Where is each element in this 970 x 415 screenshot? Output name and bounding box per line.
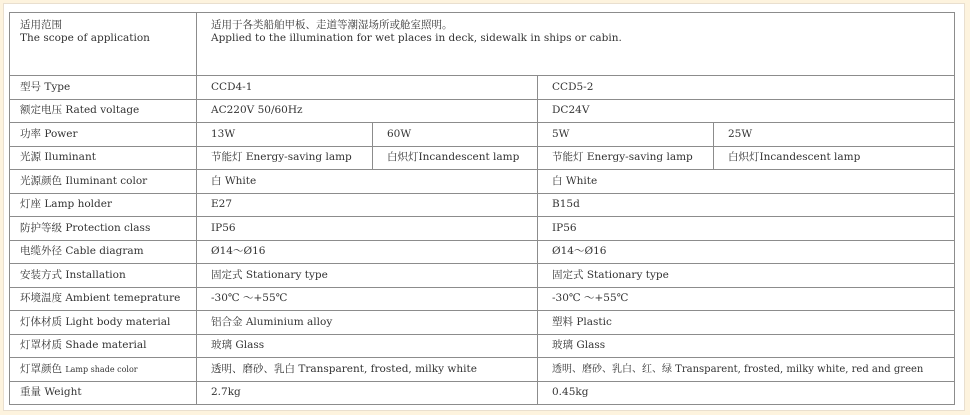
cell-ccd5: 白 White [538, 170, 955, 194]
table-row [10, 170, 955, 194]
cell-ccd5-energy: 5W [538, 123, 714, 147]
row-label [10, 358, 197, 382]
table-row [10, 334, 955, 358]
table-row [10, 99, 955, 123]
table-row [10, 240, 955, 264]
table-row [10, 311, 955, 335]
cell-ccd5: CCD5-2 [538, 76, 955, 100]
cell-ccd4: 玻璃 Glass [197, 334, 538, 358]
row-label: 重量 Weight [10, 381, 197, 405]
row-label: 光源颜色 Iluminant color [10, 170, 197, 194]
cell-ccd5-energy: 节能灯 Energy-saving lamp [538, 146, 714, 170]
cell-ccd4-energy: 13W [197, 123, 373, 147]
scope-label [10, 13, 197, 76]
cell-ccd4-energy: 节能灯 Energy-saving lamp [197, 146, 373, 170]
row-label: 额定电压 Rated voltage [10, 99, 197, 123]
cell-ccd4: -30℃ ～+55℃ [197, 287, 538, 311]
cell-ccd5: 塑料 Plastic [538, 311, 955, 335]
cell-ccd4: IP56 [197, 217, 538, 241]
table-row [10, 264, 955, 288]
cell-ccd5: 玻璃 Glass [538, 334, 955, 358]
scope-label-en: The scope of application [20, 32, 150, 44]
table-row [10, 146, 955, 170]
row-label: 电缆外径 Cable diagram [10, 240, 197, 264]
table-row [10, 123, 955, 147]
spec-table [9, 12, 955, 405]
cell-ccd5: 固定式 Stationary type [538, 264, 955, 288]
cell-ccd5: DC24V [538, 99, 955, 123]
cell-ccd4-incandescent: 60W [373, 123, 538, 147]
table-row [10, 76, 955, 100]
cell-ccd5: IP56 [538, 217, 955, 241]
row-label: 防护等级 Protection class [10, 217, 197, 241]
scope-label-cn: 适用范围 [20, 19, 62, 31]
cell-ccd5: 0.45kg [538, 381, 955, 405]
row-label: 光源 Iluminant [10, 146, 197, 170]
scope-text-en: Applied to the illumination for wet places in deck, sidewalk in ships or cabin. [211, 32, 622, 44]
table-row [10, 358, 955, 382]
cell-ccd4: Ø14～Ø16 [197, 240, 538, 264]
cell-ccd5: 透明、磨砂、乳白、红、绿 Transparent, frosted, milky white, red and green [538, 358, 955, 382]
cell-ccd5: Ø14～Ø16 [538, 240, 955, 264]
cell-ccd4: CCD4-1 [197, 76, 538, 100]
scope-text [197, 13, 955, 76]
cell-ccd4-incandescent: 白炽灯Incandescent lamp [373, 146, 538, 170]
cell-ccd4: 白 White [197, 170, 538, 194]
row-label: 灯体材质 Light body material [10, 311, 197, 335]
cell-ccd4: 固定式 Stationary type [197, 264, 538, 288]
scope-text-cn: 适用于各类船舶甲板、走道等潮湿场所或舱室照明。 [211, 19, 453, 31]
row-label-en: Lamp shade color [65, 364, 138, 374]
table-row [10, 217, 955, 241]
cell-ccd5: -30℃ ～+55℃ [538, 287, 955, 311]
row-label: 灯座 Lamp holder [10, 193, 197, 217]
row-label: 功率 Power [10, 123, 197, 147]
table-row [10, 13, 955, 76]
table-row [10, 193, 955, 217]
row-label: 安装方式 Installation [10, 264, 197, 288]
row-label: 环境温度 Ambient temeprature [10, 287, 197, 311]
row-label: 灯罩材质 Shade material [10, 334, 197, 358]
row-label-cn: 灯罩颜色 [20, 362, 62, 375]
row-label: 型号 Type [10, 76, 197, 100]
cell-ccd5-incandescent: 白炽灯Incandescent lamp [714, 146, 955, 170]
cell-ccd4: 2.7kg [197, 381, 538, 405]
cell-ccd5-incandescent: 25W [714, 123, 955, 147]
table-row [10, 287, 955, 311]
cell-ccd4: E27 [197, 193, 538, 217]
table-row [10, 381, 955, 405]
cell-ccd4: 铝合金 Aluminium alloy [197, 311, 538, 335]
cell-ccd4: AC220V 50/60Hz [197, 99, 538, 123]
cell-ccd5: B15d [538, 193, 955, 217]
cell-ccd4: 透明、磨砂、乳白 Transparent, frosted, milky white [197, 358, 538, 382]
